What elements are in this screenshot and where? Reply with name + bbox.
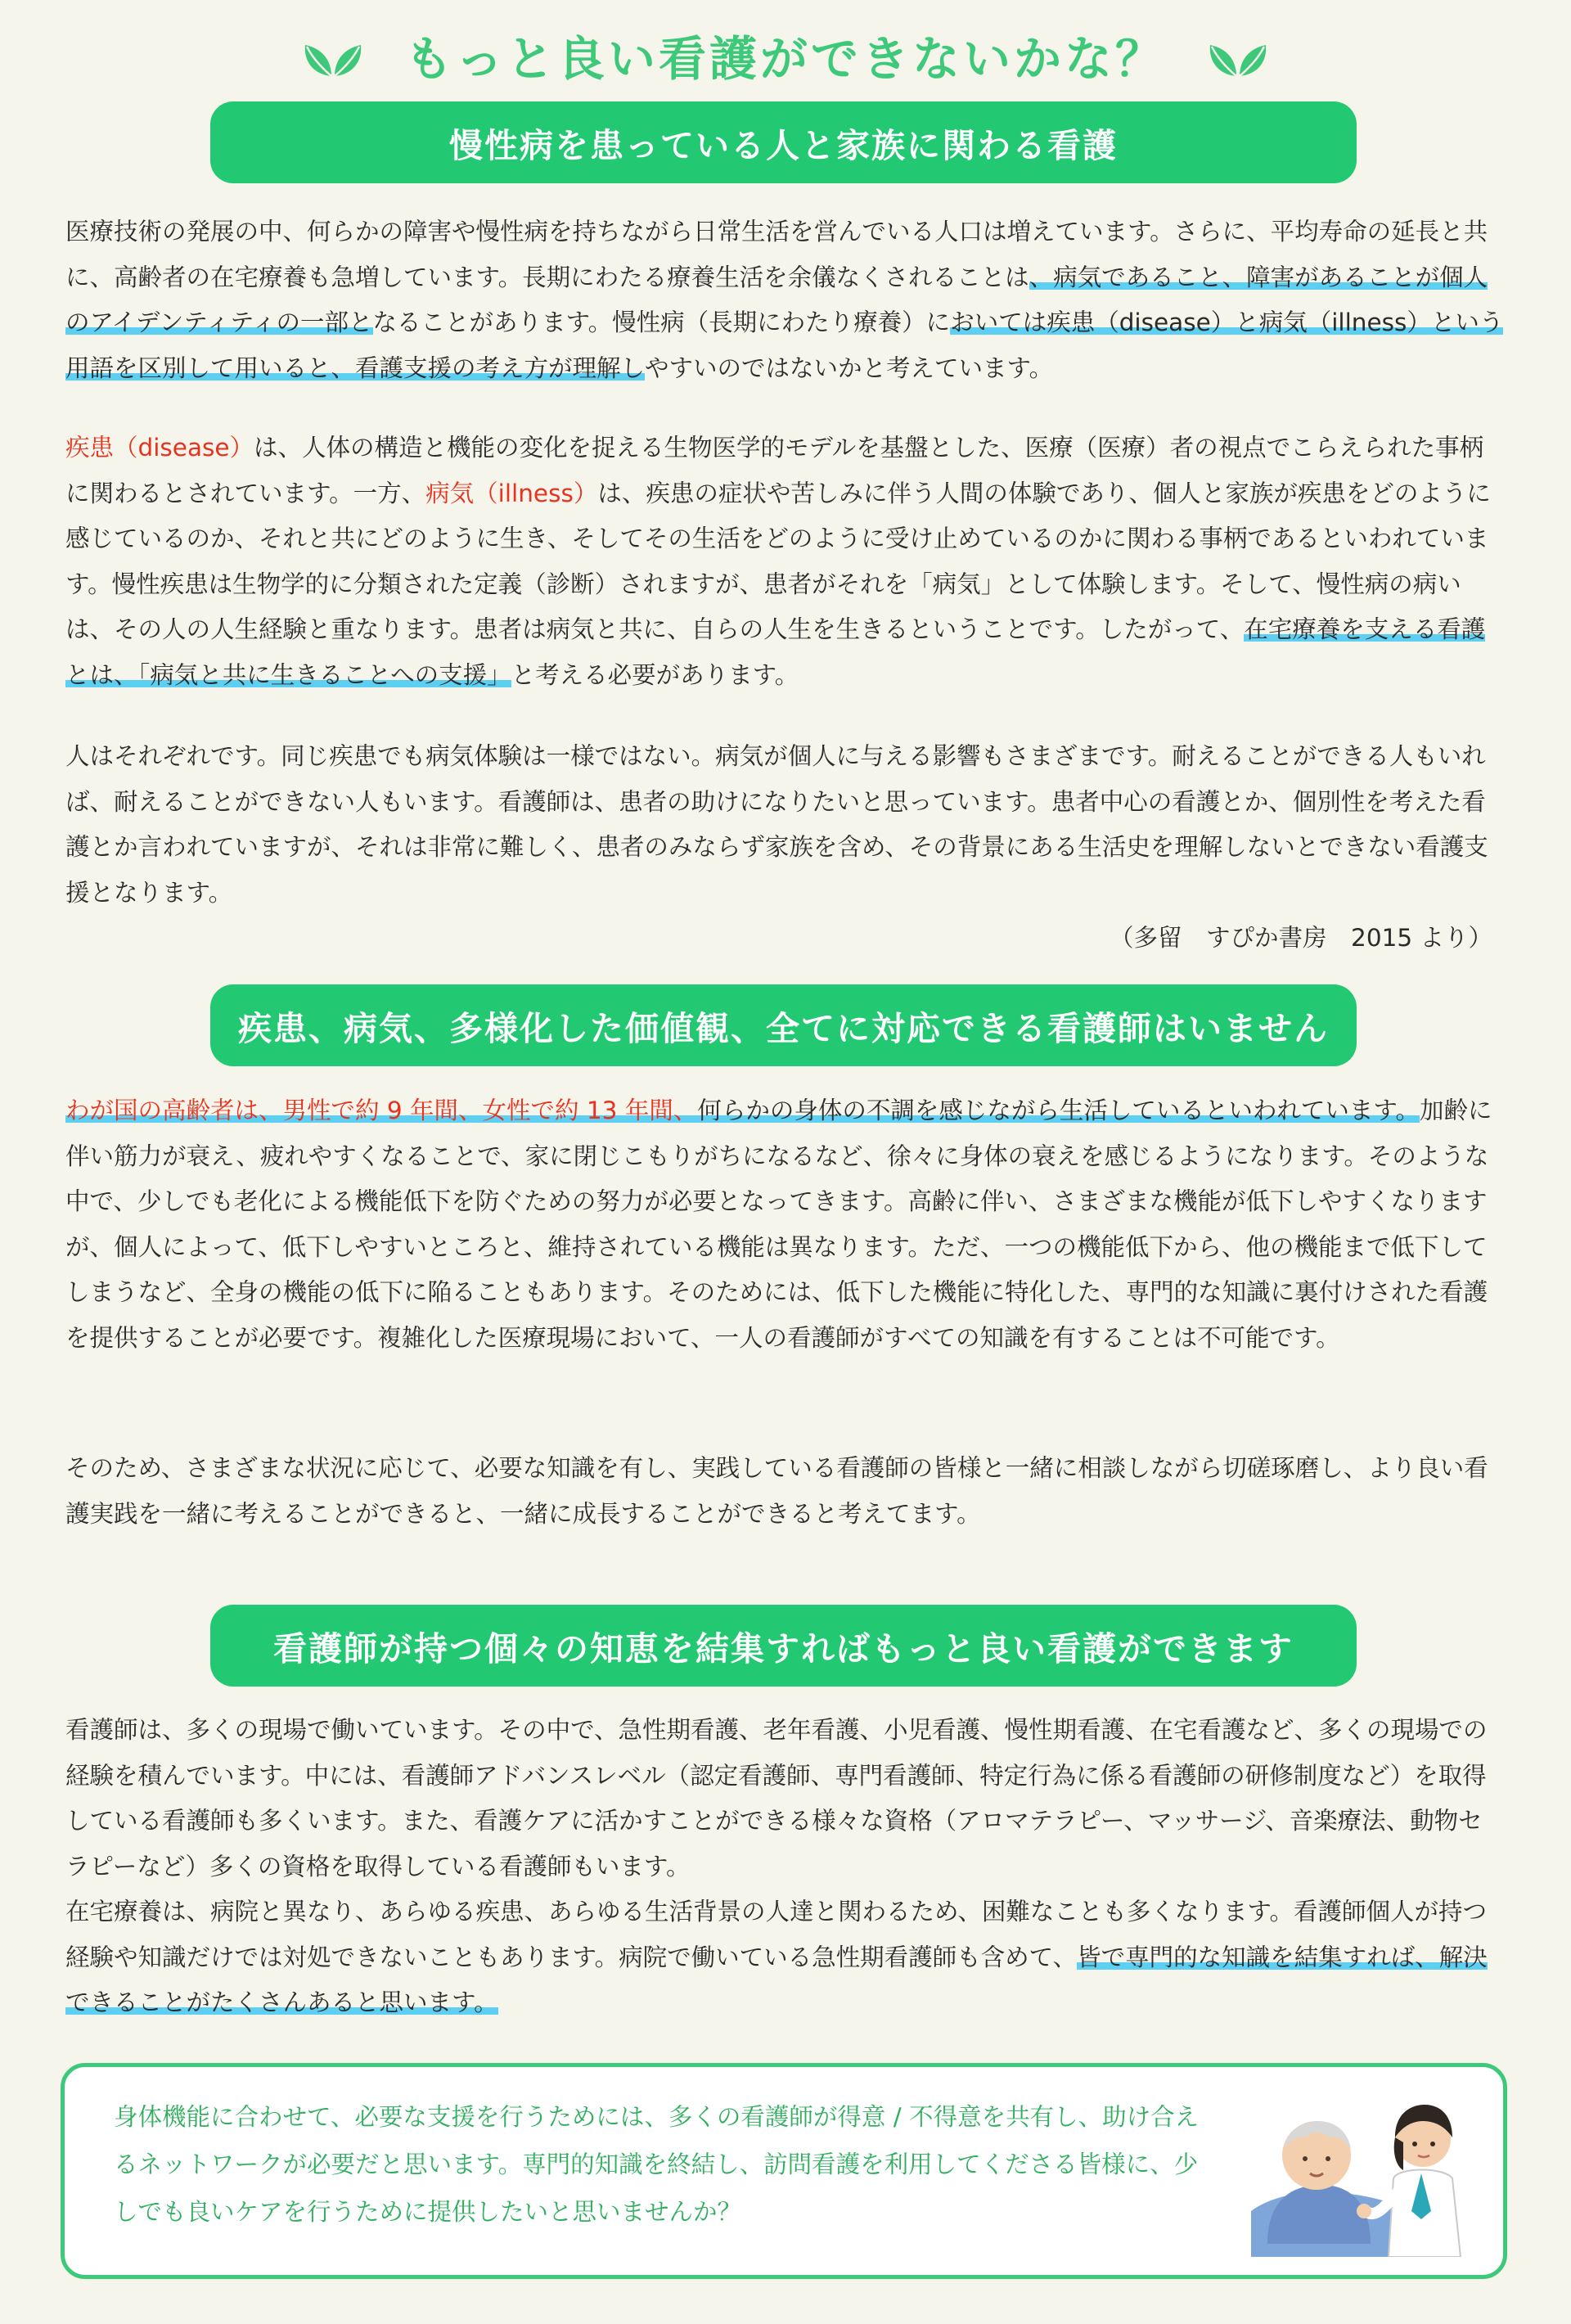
body-paragraph xyxy=(65,734,1506,962)
body-paragraph xyxy=(65,426,1506,698)
leaf-icon xyxy=(1204,29,1272,81)
body-paragraph xyxy=(65,1088,1506,1361)
text-run: 在宅療養は、病院と異なり、あらゆる疾患、あらゆる生活背景の人達と関わるため、困難なことも多くなります。看護師個人が持つ経験や知識だけでは対処できないこともあります。病院で働いている急性期看護師も含めて、 xyxy=(65,1898,1487,1971)
text-run: なることがあります。慢性病（長期にわたり療養）に xyxy=(372,309,951,336)
highlighted-text: 、病気であること、障害があることが個人のアイデンティティの一部と xyxy=(65,263,1488,336)
highlighted-text: 皆で専門的な知識を結集すれば、解決できることがたくさんあると思います。 xyxy=(65,1943,1488,2016)
text-run: 医療技術の発展の中、何らかの障害や慢性病を持ちながら日常生活を営んでいる人口は増えています。さらに、平均寿命の延長と共に、高齢者の在宅療養も急増しています。長期にわたる療養生活を余儀なくされることは xyxy=(65,218,1488,291)
section-heading: 看護師が持つ個々の知恵を結集すればもっと良い看護ができます xyxy=(210,1605,1357,1687)
page-title: もっと良い看護ができないかな？ xyxy=(404,31,1166,87)
emphasis-term: 病気（illness） xyxy=(425,479,598,507)
text-run: 加齢に伴い筋力が衰え、疲れやすくなることで、家に閉じこもりがちになるなど、徐々に身体の衰えを感じるようになります。そのような中で、少しでも老化による機能低下を防ぐための努力が必要となってきます。高齢に伴い、さまざまな機能が低下しやすくなりますが、個人によって、低下しやすいところと、維持されている機能は異なります。ただ、一つの機能低下から、他の機能まで低下してしまうなど、全身の機能の低下に陥ることもあります。そのためには、低下した機能に特化した、専門的な知識に裏付けされた看護を提供することが必要です。複雑化した医療現場において、一人の看護師がすべての知識を有することは不可能です。 xyxy=(65,1097,1492,1352)
body-paragraph xyxy=(65,1889,1506,2026)
emphasis-highlighted-text: わが国の高齢者は、男性で約 9 年間、女性で約 13 年間、 xyxy=(65,1097,698,1124)
body-paragraph xyxy=(65,1446,1506,1537)
text-run: と考える必要があります。 xyxy=(511,660,799,689)
text-run: 看護師は、多くの現場で働いています。その中で、急性期看護、老年看護、小児看護、慢性期看護、在宅看護など、多くの現場での経験を積んでいます。中には、看護師アドバンスレベル（認定看護師、専門看護師、特定行為に係る看護師の研修制度など）を取得している看護師も多くいます。また、看護ケアに活かすことができる様々な資格（アロマテラピー、マッサージ、音楽療法、動物セラピーなど）多くの資格を取得している看護師もいます。 xyxy=(65,1716,1488,1880)
callout-text: 身体機能に合わせて、必要な支援を行うためには、多くの看護師が得意 / 不得意を共有し、助け合えるネットワークが必要だと思います。専門的知識を終結し、訪問看護を利用してくださる皆様に、少しでも良いケアを行うために提供したいと思いませんか？ xyxy=(114,2103,1200,2226)
section-heading: 疾患、病気、多様化した価値観、全てに対応できる看護師はいません xyxy=(210,984,1357,1066)
citation: （多留 すぴか書房 2015 より） xyxy=(1110,924,1492,952)
highlighted-text: おいては疾患（disease）と病気（illness）という用語を区別して用いると、看護支援の考え方が理解し xyxy=(65,309,1504,382)
highlighted-text: 在宅療養を支える看護とは、「病気と共に生きることへの支援」 xyxy=(65,615,1486,689)
nurse-and-patient-illustration xyxy=(1251,2088,1469,2257)
body-paragraph xyxy=(65,1708,1506,1889)
highlighted-text: 何らかの身体の不調を感じながら生活しているといわれています。 xyxy=(697,1097,1420,1124)
text-run: 人はそれぞれです。同じ疾患でも病気体験は一様ではない。病気が個人に与える影響もさまざまです。耐えることができる人もいれば、耐えることができない人もいます。看護師は、患者の助けになりたいと思っています。患者中心の看護とか、個別性を考えた看護とか言われていますが、それは非常に難しく、患者のみならず家族を含め、その背景にある生活史を理解しないとできない看護支援となります。 xyxy=(65,742,1488,907)
emphasis-term: 疾患（disease） xyxy=(65,434,254,462)
leaf-icon xyxy=(299,29,367,81)
page-title-row xyxy=(0,18,1571,92)
text-run: は、疾患の症状や苦しみに伴う人間の体験であり、個人と家族が疾患をどのように感じているのか、それと共にどのように生き、そしてその生活をどのように受け止めているのかに関わる事柄であるといわれています。慢性疾患は生物学的に分類された定義（診断）されますが、患者がそれを「病気」として体験します。そして、慢性病の病いは、その人の人生経験と重なります。患者は病気と共に、自らの人生を生きるということです。したがって、 xyxy=(65,479,1491,643)
text-run: は、人体の構造と機能の変化を捉える生物医学的モデルを基盤とした、医療（医療）者の視点でこらえられた事柄に関わるとされています。一方、 xyxy=(65,434,1484,507)
closing-callout xyxy=(61,2063,1507,2279)
body-paragraph xyxy=(65,209,1506,391)
section-heading: 慢性病を患っている人と家族に関わる看護 xyxy=(210,101,1357,183)
text-run: そのため、さまざまな状況に応じて、必要な知識を有し、実践している看護師の皆様と一緒に相談しながら切磋琢磨し、より良い看護実践を一緒に考えることができると、一緒に成長することができると考えてます。 xyxy=(65,1454,1488,1528)
text-run: やすいのではないかと考えています。 xyxy=(645,354,1054,382)
